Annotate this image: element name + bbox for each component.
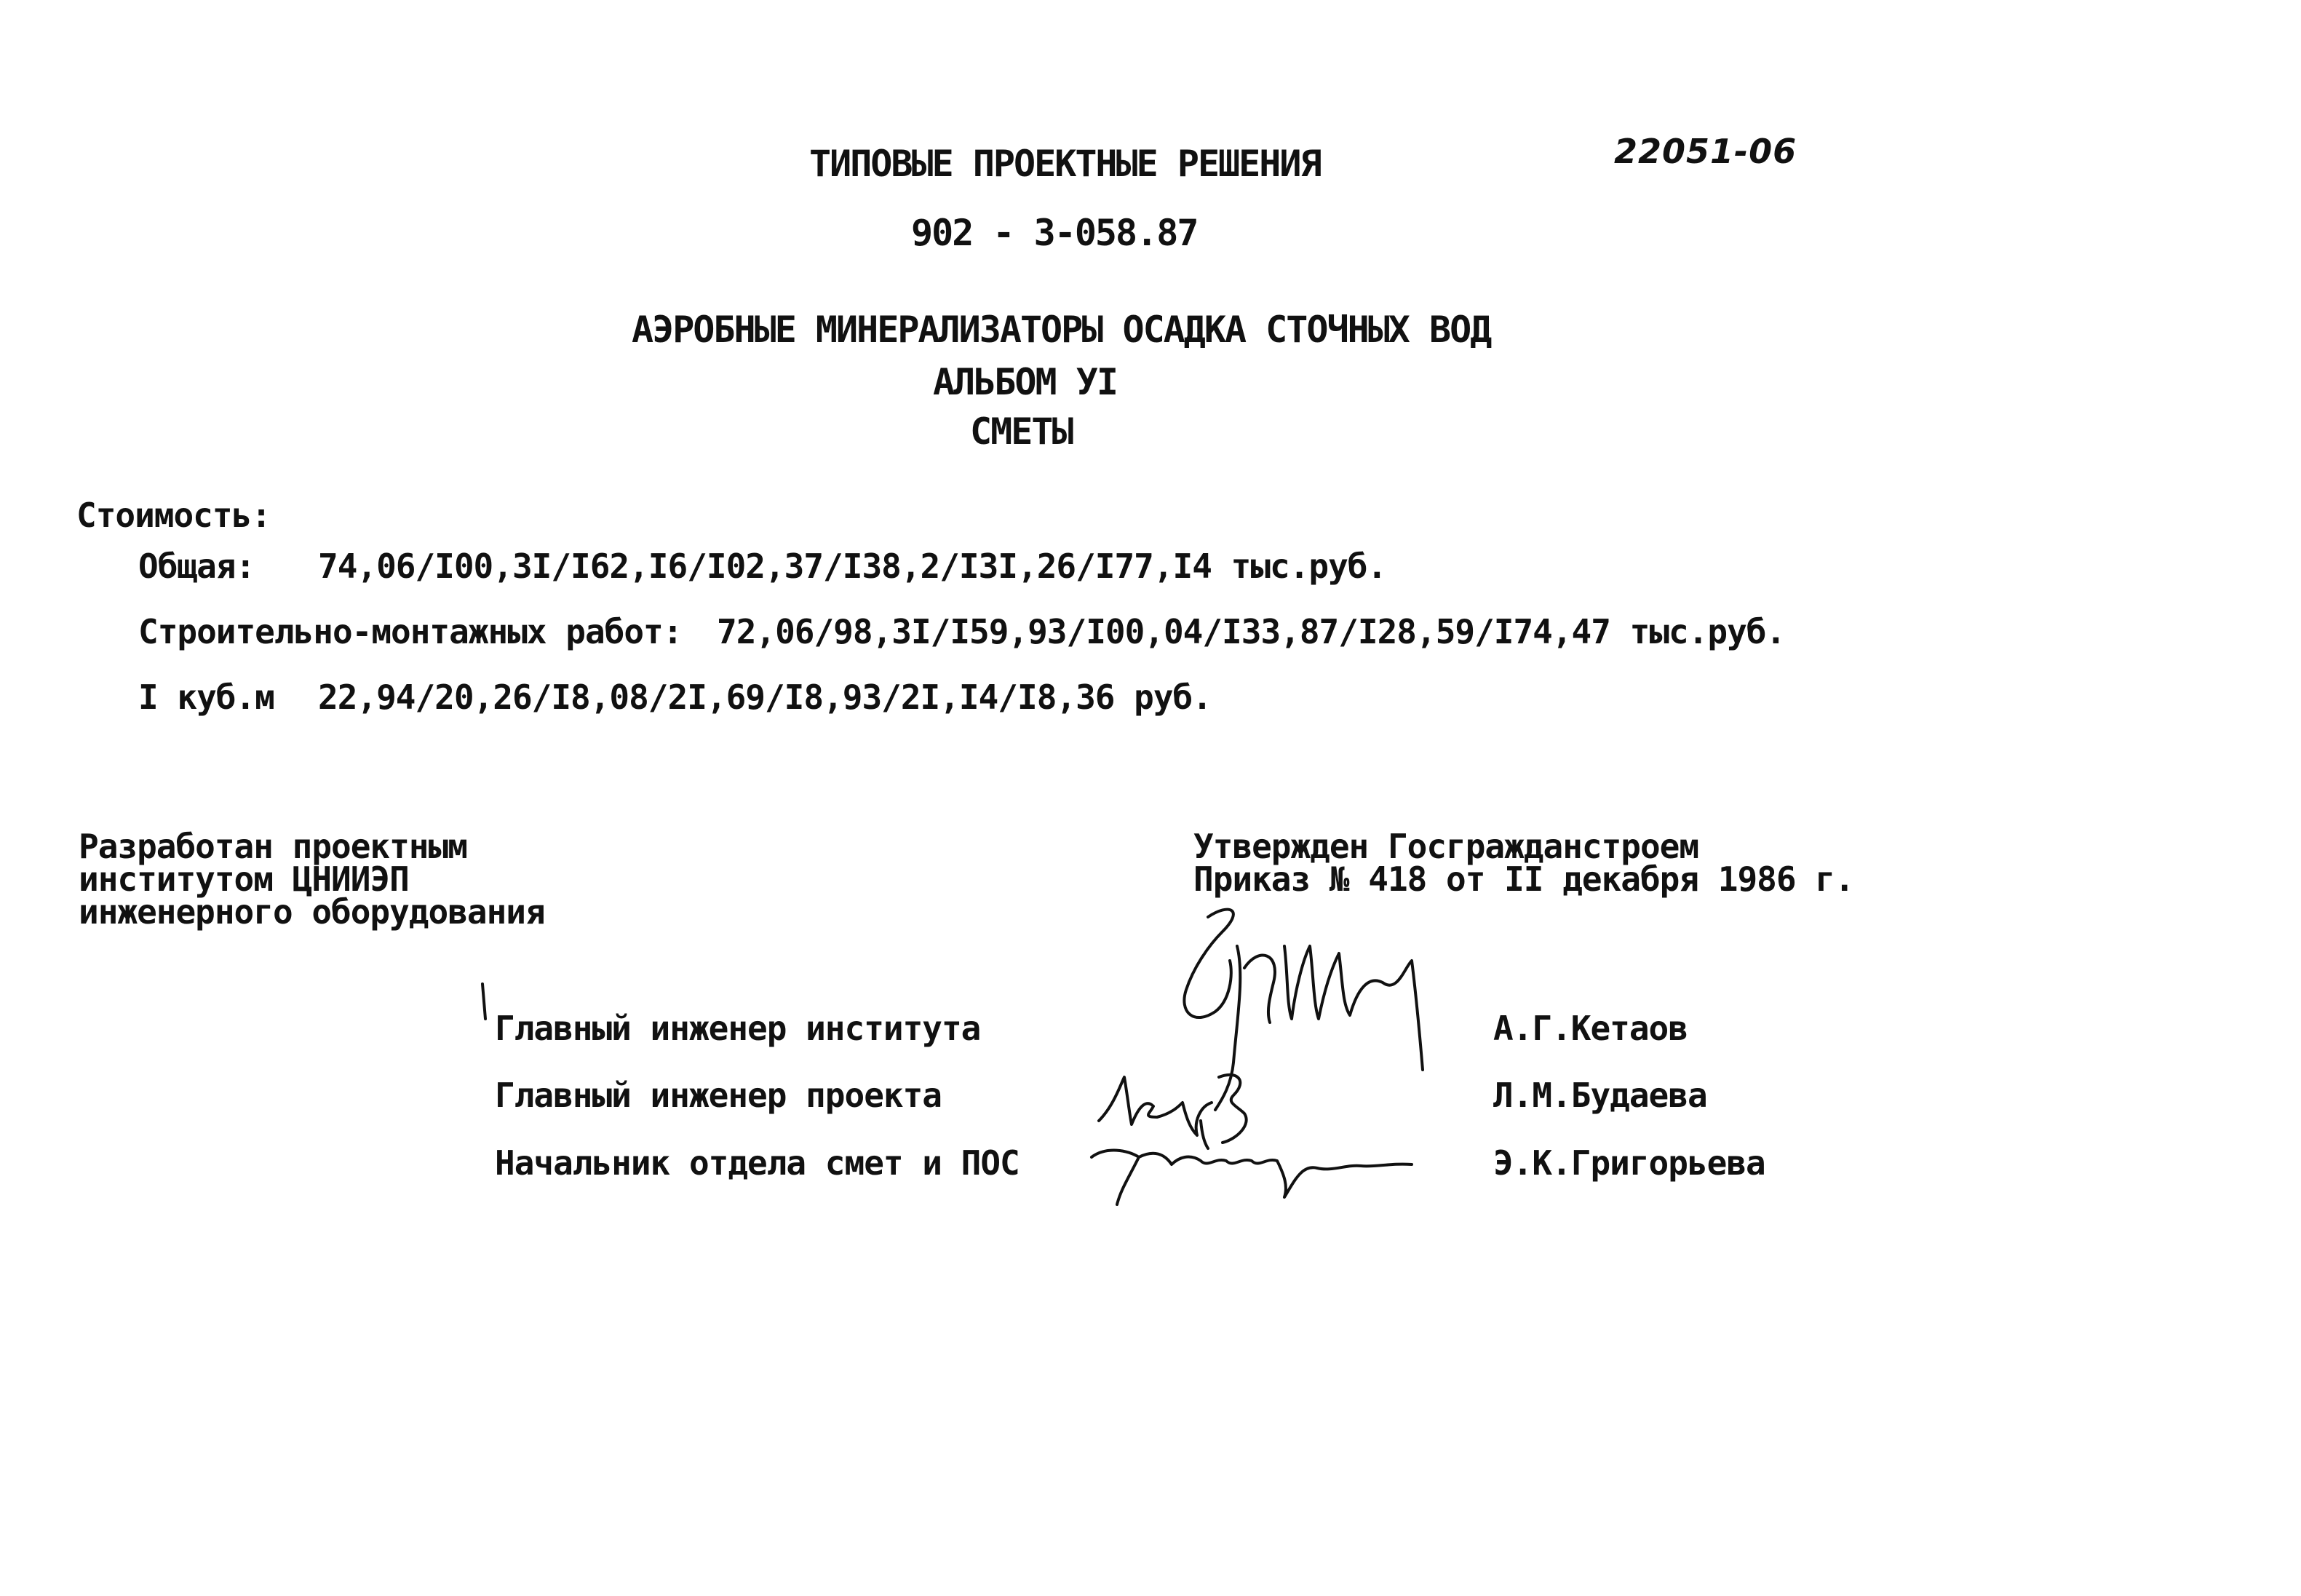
signatory-position: Главный инженер института bbox=[495, 1009, 981, 1048]
construction-cost-value: 72,06/98,3I/I59,93/I00,04/I33,87/I28,59/I74,47 тыс.руб. bbox=[717, 612, 1786, 651]
total-cost-label: Общая: bbox=[138, 547, 255, 586]
per-cubic-cost-label: I куб.м bbox=[138, 678, 274, 717]
signatory-name: Э.К.Григорьева bbox=[1493, 1143, 1765, 1183]
section-label: СМЕТЫ bbox=[970, 410, 1073, 453]
developer-line-2: институтом ЦНИИЭП bbox=[79, 859, 409, 899]
construction-cost-label: Строительно-монтажных работ: bbox=[138, 612, 683, 651]
series-number: 902 - 3-058.87 bbox=[911, 212, 1198, 254]
signatory-name: Л.М.Будаева bbox=[1493, 1076, 1707, 1115]
approval-line-2: Приказ № 418 от II декабря 1986 г. bbox=[1193, 859, 1854, 899]
signatory-position: Главный инженер проекта bbox=[495, 1076, 942, 1115]
total-cost-value: 74,06/I00,3I/I62,I6/I02,37/I38,2/I3I,26/I77,I4 тыс.руб. bbox=[318, 547, 1387, 586]
series-title: ТИПОВЫЕ ПРОЕКТНЫЕ РЕШЕНИЯ bbox=[809, 143, 1321, 185]
signature-head-of-estimates bbox=[1084, 1135, 1419, 1215]
per-cubic-cost-value: 22,94/20,26/I8,08/2I,69/I8,93/2I,I4/I8,36 руб. bbox=[318, 678, 1212, 717]
album-label: АЛЬБОМ УI bbox=[933, 361, 1117, 403]
approval-line-1: Утвержден Госгражданстроем bbox=[1193, 827, 1699, 866]
developer-line-1: Разработан проектным bbox=[79, 827, 467, 866]
cost-heading: Стоимость: bbox=[76, 496, 271, 535]
document-title: АЭРОБНЫЕ МИНЕРАЛИЗАТОРЫ ОСАДКА СТОЧНЫХ ВОД bbox=[632, 309, 1491, 351]
pen-tick-mark bbox=[477, 982, 491, 1026]
inventory-number: 22051-06 bbox=[1614, 132, 1797, 171]
signatory-position: Начальник отдела смет и ПОС bbox=[495, 1143, 1020, 1183]
signatory-name: А.Г.Кетаов bbox=[1493, 1009, 1688, 1048]
developer-line-3: инженерного оборудования bbox=[79, 892, 545, 932]
